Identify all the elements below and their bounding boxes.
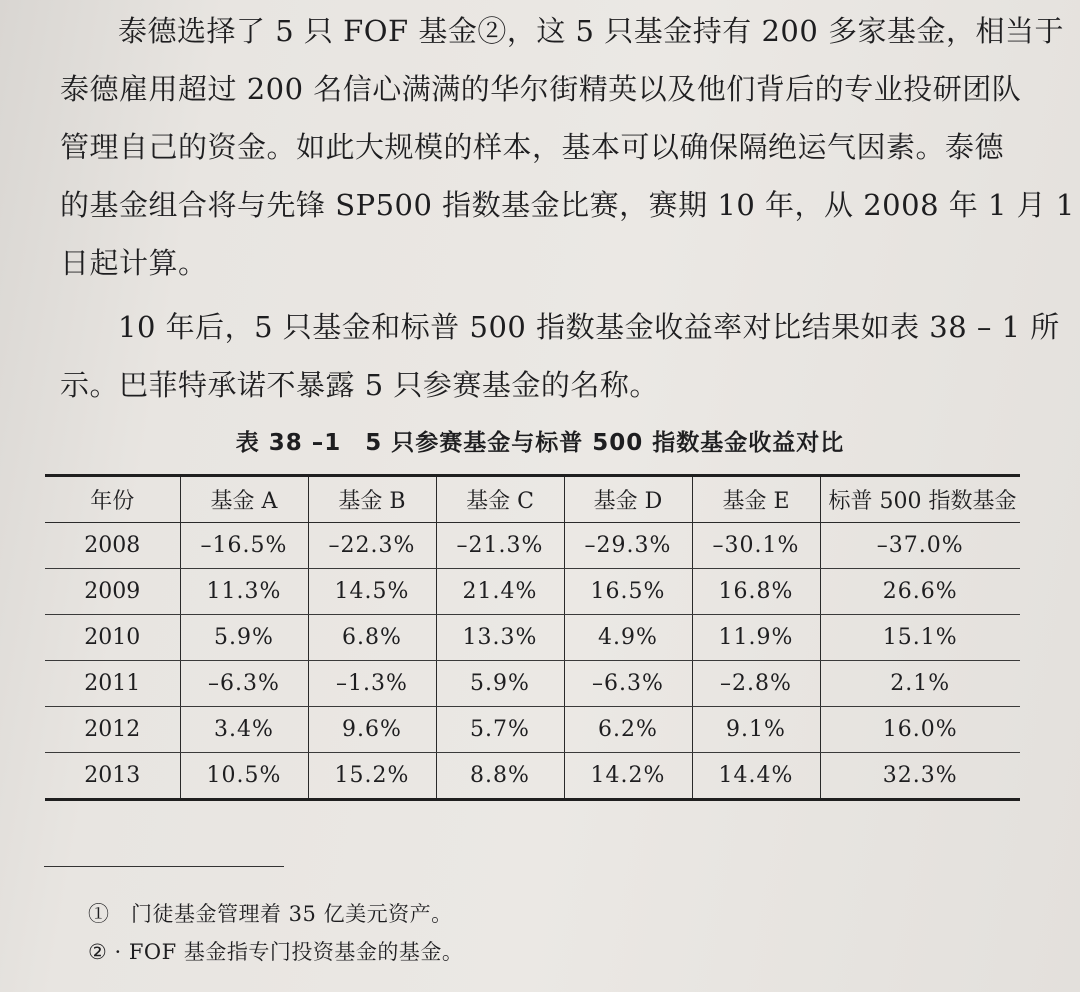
header-fund-a: 基金 A xyxy=(180,476,308,523)
cell-value: 2.1% xyxy=(820,661,1020,707)
cell-value: 16.8% xyxy=(692,569,820,615)
cell-value: 11.3% xyxy=(180,569,308,615)
cell-value: –37.0% xyxy=(820,523,1020,569)
cell-value: –2.8% xyxy=(692,661,820,707)
footnote-divider xyxy=(44,866,284,867)
cell-value: 13.3% xyxy=(436,615,564,661)
cell-value: –1.3% xyxy=(308,661,436,707)
cell-value: 5.9% xyxy=(436,661,564,707)
header-fund-b: 基金 B xyxy=(308,476,436,523)
paragraph-2 xyxy=(60,298,1060,414)
paragraph-1-line: 泰德雇用超过 200 名信心满满的华尔街精英以及他们背后的专业投研团队 xyxy=(60,72,1022,106)
cell-year: 2011 xyxy=(45,661,180,707)
cell-value: 6.2% xyxy=(564,707,692,753)
footnote-2: ② · FOF 基金指专门投资基金的基金。 xyxy=(88,940,464,964)
cell-value: –16.5% xyxy=(180,523,308,569)
table-row xyxy=(45,707,1020,753)
paragraph-1-line: 日起计算。 xyxy=(60,246,208,280)
table-row xyxy=(45,615,1020,661)
paragraph-1-line: 泰德选择了 5 只 FOF 基金②，这 5 只基金持有 200 多家基金，相当于 xyxy=(118,14,1065,48)
table-caption: 表 38 –1 5 只参赛基金与标普 500 指数基金收益对比 xyxy=(235,430,845,456)
cell-year: 2008 xyxy=(45,523,180,569)
header-fund-d: 基金 D xyxy=(564,476,692,523)
table-row xyxy=(45,661,1020,707)
cell-value: 3.4% xyxy=(180,707,308,753)
cell-value: –6.3% xyxy=(180,661,308,707)
cell-value: 4.9% xyxy=(564,615,692,661)
returns-comparison-table xyxy=(45,474,1020,801)
footnote-1: ① 门徒基金管理着 35 亿美元资产。 xyxy=(88,902,453,926)
header-year: 年份 xyxy=(45,476,180,523)
cell-value: 15.1% xyxy=(820,615,1020,661)
cell-value: –21.3% xyxy=(436,523,564,569)
table-header-row xyxy=(45,476,1020,523)
paragraph-1-line: 的基金组合将与先锋 SP500 指数基金比赛，赛期 10 年，从 2008 年 1 月 1 xyxy=(60,188,1075,222)
cell-value: 6.8% xyxy=(308,615,436,661)
header-fund-c: 基金 C xyxy=(436,476,564,523)
paragraph-2-line: 示。巴菲特承诺不暴露 5 只参赛基金的名称。 xyxy=(60,368,659,402)
cell-value: 26.6% xyxy=(820,569,1020,615)
header-fund-e: 基金 E xyxy=(692,476,820,523)
cell-value: 10.5% xyxy=(180,753,308,800)
paragraph-1 xyxy=(60,2,1075,292)
cell-value: –30.1% xyxy=(692,523,820,569)
cell-value: 9.6% xyxy=(308,707,436,753)
cell-value: 5.9% xyxy=(180,615,308,661)
cell-value: 32.3% xyxy=(820,753,1020,800)
cell-value: 9.1% xyxy=(692,707,820,753)
cell-value: 14.4% xyxy=(692,753,820,800)
cell-year: 2009 xyxy=(45,569,180,615)
cell-value: 15.2% xyxy=(308,753,436,800)
cell-value: –29.3% xyxy=(564,523,692,569)
cell-value: 21.4% xyxy=(436,569,564,615)
cell-value: –6.3% xyxy=(564,661,692,707)
cell-value: –22.3% xyxy=(308,523,436,569)
paragraph-2-line: 10 年后，5 只基金和标普 500 指数基金收益率对比结果如表 38 – 1 所 xyxy=(118,310,1060,344)
cell-year: 2010 xyxy=(45,615,180,661)
table-row xyxy=(45,523,1020,569)
cell-value: 8.8% xyxy=(436,753,564,800)
paragraph-1-line: 管理自己的资金。如此大规模的样本，基本可以确保隔绝运气因素。泰德 xyxy=(60,130,1005,164)
cell-value: 16.0% xyxy=(820,707,1020,753)
cell-value: 11.9% xyxy=(692,615,820,661)
cell-value: 5.7% xyxy=(436,707,564,753)
header-sp500: 标普 500 指数基金 xyxy=(820,476,1020,523)
cell-value: 16.5% xyxy=(564,569,692,615)
cell-value: 14.2% xyxy=(564,753,692,800)
cell-value: 14.5% xyxy=(308,569,436,615)
cell-year: 2013 xyxy=(45,753,180,800)
table-row xyxy=(45,569,1020,615)
cell-year: 2012 xyxy=(45,707,180,753)
table-row xyxy=(45,753,1020,800)
